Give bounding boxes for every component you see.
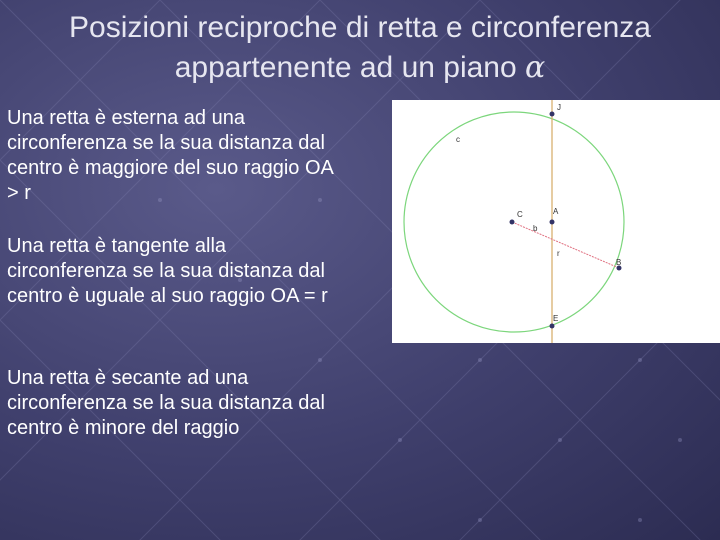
label-point-b: B (616, 258, 622, 267)
radius-line (512, 222, 622, 268)
point-center (510, 220, 515, 225)
paragraph-tangent-line: Una retta è tangente alla circonferenza se la sua distanza dal centro è uguale al suo raggio OA = r (7, 235, 328, 307)
title-line-2-text: appartenente ad un piano (174, 51, 526, 84)
slide-title (0, 8, 720, 88)
paragraph-external-line: Una retta è esterna ad una circonferenza se la sua distanza dal centro è maggiore del suo raggio OA > r (7, 107, 333, 204)
label-circle: c (456, 135, 460, 144)
label-top-point: J (557, 103, 561, 112)
label-segment-b: b (533, 224, 538, 233)
point-a (550, 220, 555, 225)
label-center: C (517, 210, 523, 219)
geometry-figure (392, 100, 720, 343)
figure-svg (392, 100, 720, 343)
title-line-2 (0, 48, 720, 88)
point-bottom (550, 324, 555, 329)
point-top (550, 112, 555, 117)
paragraph-secant-line: Una retta è secante ad una circonferenza se la sua distanza dal centro è minore del raggio (7, 367, 325, 439)
title-line-1: Posizioni reciproche di retta e circonferenza (69, 11, 651, 44)
label-radius: r (557, 249, 560, 258)
label-bottom-point: E (553, 314, 559, 323)
label-point-a: A (553, 207, 559, 216)
alpha-symbol: α (525, 50, 546, 85)
